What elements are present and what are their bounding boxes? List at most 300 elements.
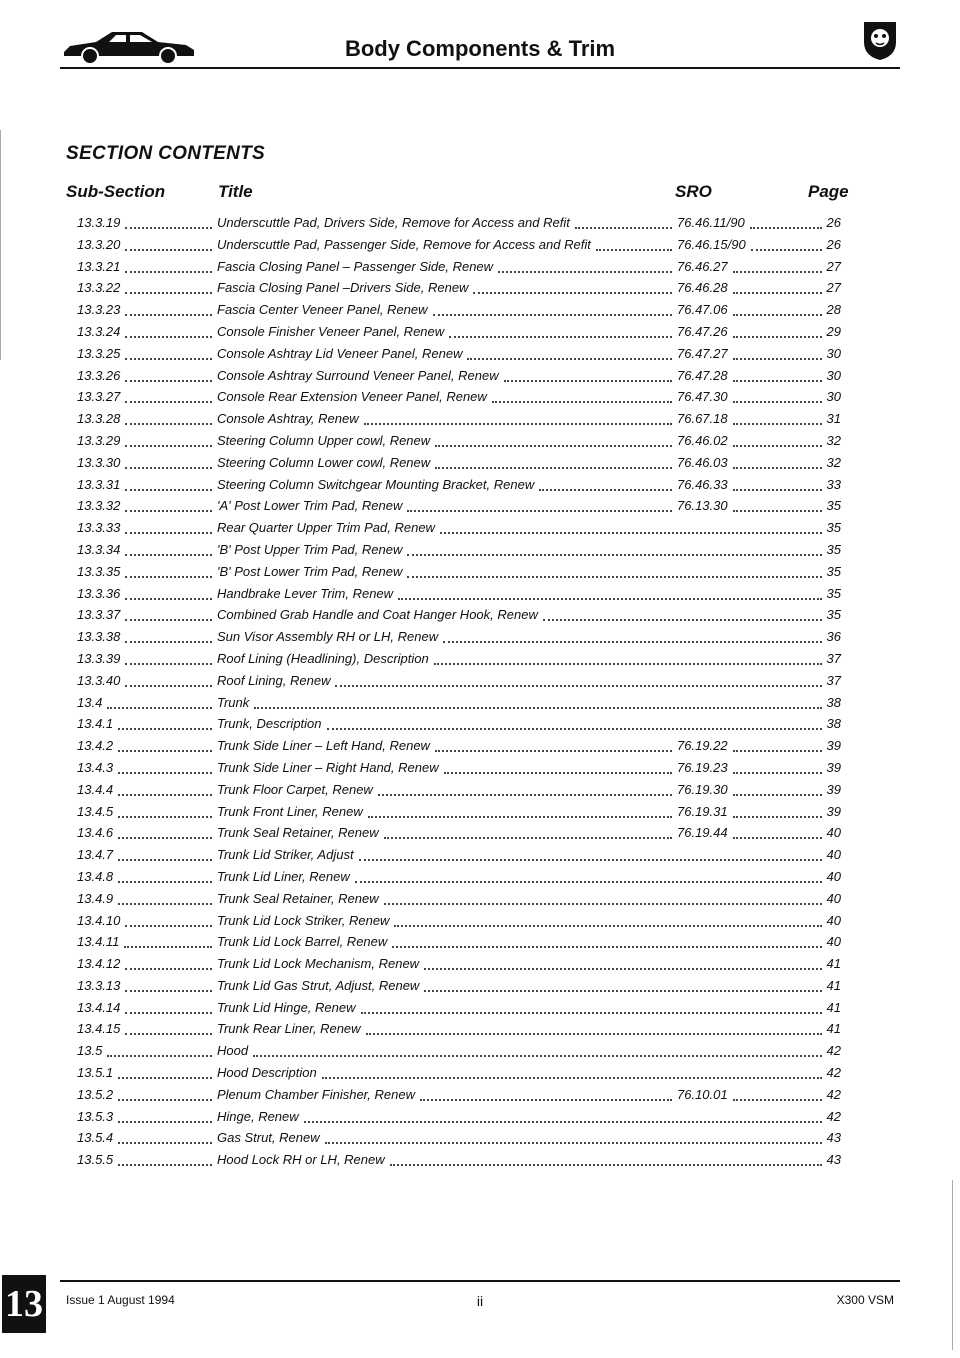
- entry-sro: 76.19.23: [677, 759, 728, 775]
- entry-page: 42: [826, 1043, 841, 1059]
- dot-leader: [125, 641, 212, 643]
- toc-entry: [77, 911, 841, 933]
- entry-sro: 76.67.18: [677, 411, 728, 427]
- dot-leader: [125, 598, 212, 600]
- dot-leader: [118, 837, 212, 839]
- dot-leader: [253, 1055, 822, 1057]
- toc-entry: [77, 780, 841, 802]
- entry-page: 35: [826, 520, 841, 536]
- entry-title: Trunk Lid Lock Striker, Renew: [217, 912, 390, 928]
- dot-leader: [733, 336, 822, 338]
- entry-title: Trunk Front Liner, Renew: [217, 803, 363, 819]
- entry-page: 39: [826, 781, 841, 797]
- toc-entry: [77, 278, 841, 300]
- entry-title: Trunk Side Liner – Left Hand, Renew: [217, 738, 430, 754]
- dot-leader: [733, 358, 822, 360]
- entry-sro: 76.19.30: [677, 781, 728, 797]
- entry-number: 13.3.22: [77, 280, 121, 296]
- entry-page: 40: [826, 934, 841, 950]
- toc-entry: [77, 235, 841, 257]
- dot-leader: [125, 467, 212, 469]
- entry-sro: 76.47.27: [677, 345, 728, 361]
- entry-page: 32: [826, 454, 841, 470]
- entry-title: Trunk Side Liner – Right Hand, Renew: [217, 759, 439, 775]
- dot-leader: [473, 292, 672, 294]
- entry-title: Trunk Rear Liner, Renew: [217, 1021, 361, 1037]
- toc-entry: [77, 714, 841, 736]
- entry-title: Hood: [217, 1043, 249, 1059]
- dot-leader: [125, 576, 212, 578]
- entry-title: Trunk Lid Gas Strut, Adjust, Renew: [217, 977, 420, 993]
- entry-title: Underscuttle Pad, Passenger Side, Remove for Access and Refit: [217, 236, 591, 252]
- dot-leader: [118, 1121, 212, 1123]
- entry-number: 13.3.30: [77, 454, 121, 470]
- toc-entry: [77, 475, 841, 497]
- dot-leader: [596, 249, 672, 251]
- toc-entry: [77, 736, 841, 758]
- toc-entry: [77, 976, 841, 998]
- entry-title: Hinge, Renew: [217, 1108, 299, 1124]
- entry-page: 38: [826, 716, 841, 732]
- dot-leader: [733, 510, 822, 512]
- entry-sro: 76.46.28: [677, 280, 728, 296]
- entry-number: 13.3.34: [77, 541, 121, 557]
- entry-number: 13.3.25: [77, 345, 121, 361]
- dot-leader: [492, 401, 672, 403]
- entry-title: Trunk: [217, 694, 250, 710]
- dot-leader: [733, 445, 822, 447]
- entry-title: Trunk Seal Retainer, Renew: [217, 890, 379, 906]
- entry-number: 13.3.31: [77, 476, 121, 492]
- dot-leader: [125, 445, 212, 447]
- dot-leader: [125, 554, 212, 556]
- dot-leader: [443, 641, 822, 643]
- entry-sro: 76.47.30: [677, 389, 728, 405]
- entry-sro: 76.46.11/90: [677, 215, 745, 230]
- entry-title: 'A' Post Lower Trim Pad, Renew: [217, 498, 403, 514]
- dot-leader: [125, 314, 212, 316]
- column-header-title: Title: [218, 182, 253, 201]
- dot-leader: [733, 467, 822, 469]
- entry-sro: 76.46.33: [677, 476, 728, 492]
- document-id: X300 VSM: [836, 1293, 894, 1307]
- entry-title: Sun Visor Assembly RH or LH, Renew: [217, 629, 439, 645]
- toc-entry: [77, 213, 841, 235]
- entry-number: 13.3.21: [77, 258, 121, 274]
- toc-entry: [77, 431, 841, 453]
- dot-leader: [398, 598, 822, 600]
- entry-title: Roof Lining (Headlining), Description: [217, 650, 429, 666]
- entry-page: 27: [826, 280, 841, 296]
- entry-title: Console Rear Extension Veneer Panel, Renew: [217, 389, 487, 405]
- toc-entry: [77, 1085, 841, 1107]
- dot-leader: [125, 227, 212, 229]
- entry-title: Underscuttle Pad, Drivers Side, Remove for Access and Refit: [217, 215, 570, 230]
- entry-number: 13.5.5: [77, 1152, 114, 1168]
- toc-entry: [77, 998, 841, 1020]
- section-title: SECTION CONTENTS: [66, 143, 266, 164]
- dot-leader: [733, 794, 822, 796]
- dot-leader: [118, 903, 212, 905]
- entry-page: 41: [826, 956, 841, 972]
- dot-leader: [125, 685, 212, 687]
- entry-title: Rear Quarter Upper Trim Pad, Renew: [217, 520, 435, 536]
- entry-number: 13.4.2: [77, 738, 114, 754]
- entry-page: 40: [826, 825, 841, 841]
- dot-leader: [125, 489, 212, 491]
- dot-leader: [392, 946, 822, 948]
- entry-sro: 76.46.02: [677, 432, 728, 448]
- dot-leader: [733, 271, 822, 273]
- dot-leader: [125, 663, 212, 665]
- dot-leader: [322, 1077, 822, 1079]
- entry-number: 13.4.4: [77, 781, 114, 797]
- entry-sro: 76.19.31: [677, 803, 728, 819]
- entry-title: Plenum Chamber Finisher, Renew: [217, 1086, 415, 1102]
- toc-entry: [77, 758, 841, 780]
- dot-leader: [125, 292, 212, 294]
- dot-leader: [359, 859, 822, 861]
- dot-leader: [543, 619, 822, 621]
- dot-leader: [467, 358, 672, 360]
- dot-leader: [118, 1099, 212, 1101]
- entry-page: 42: [826, 1086, 841, 1102]
- toc-entry: [77, 584, 841, 606]
- entry-page: 40: [826, 912, 841, 928]
- dot-leader: [498, 271, 672, 273]
- dot-leader: [118, 859, 212, 861]
- dot-leader: [407, 576, 822, 578]
- dot-leader: [733, 380, 822, 382]
- entry-page: 31: [826, 411, 841, 427]
- entry-sro: 76.10.01: [677, 1086, 728, 1102]
- entry-number: 13.4.10: [77, 912, 121, 928]
- entry-title: Fascia Closing Panel –Drivers Side, Renew: [217, 280, 469, 296]
- toc-entry: [77, 671, 841, 693]
- dot-leader: [366, 1033, 822, 1035]
- entry-number: 13.3.19: [77, 215, 121, 230]
- toc-entry: [77, 802, 841, 824]
- toc-entry: [77, 1128, 841, 1150]
- entry-page: 39: [826, 738, 841, 754]
- entry-page: 39: [826, 759, 841, 775]
- entry-number: 13.3.26: [77, 367, 121, 383]
- dot-leader: [435, 750, 672, 752]
- toc-entry: [77, 649, 841, 671]
- entry-page: 33: [826, 476, 841, 492]
- toc-entry: [77, 344, 841, 366]
- entry-number: 13.4.7: [77, 847, 114, 863]
- dot-leader: [327, 728, 822, 730]
- dot-leader: [504, 380, 672, 382]
- dot-leader: [125, 423, 212, 425]
- header-rule: [60, 67, 900, 69]
- page-footer: [0, 1270, 960, 1330]
- dot-leader: [733, 401, 822, 403]
- dot-leader: [107, 1055, 212, 1057]
- entry-number: 13.5.1: [77, 1065, 114, 1081]
- entry-title: Fascia Closing Panel – Passenger Side, Renew: [217, 258, 494, 274]
- entry-title: 'B' Post Lower Trim Pad, Renew: [217, 563, 403, 579]
- entry-title: Console Ashtray Lid Veneer Panel, Renew: [217, 345, 463, 361]
- dot-leader: [449, 336, 672, 338]
- entry-page: 40: [826, 890, 841, 906]
- entry-page: 30: [826, 345, 841, 361]
- toc-entry: [77, 540, 841, 562]
- dot-leader: [733, 423, 822, 425]
- entry-title: Trunk Seal Retainer, Renew: [217, 825, 379, 841]
- entry-title: Handbrake Lever Trim, Renew: [217, 585, 394, 601]
- dot-leader: [118, 881, 212, 883]
- entry-page: 40: [826, 868, 841, 884]
- dot-leader: [125, 532, 212, 534]
- toc-entry: [77, 562, 841, 584]
- dot-leader: [444, 772, 672, 774]
- dot-leader: [254, 707, 822, 709]
- dot-leader: [733, 489, 822, 491]
- entry-title: Hood Lock RH or LH, Renew: [217, 1152, 385, 1168]
- entry-page: 28: [826, 302, 841, 318]
- toc-entry: [77, 1150, 841, 1172]
- dot-leader: [355, 881, 822, 883]
- entry-page: 39: [826, 803, 841, 819]
- entry-number: 13.3.24: [77, 323, 121, 339]
- dot-leader: [125, 401, 212, 403]
- dot-leader: [733, 750, 822, 752]
- entry-number: 13.3.36: [77, 585, 121, 601]
- toc-entry: [77, 409, 841, 431]
- toc-entry: [77, 322, 841, 344]
- entry-sro: 76.46.03: [677, 454, 728, 470]
- entry-number: 13.5: [77, 1043, 103, 1059]
- entry-number: 13.3.28: [77, 411, 121, 427]
- dot-leader: [424, 968, 822, 970]
- dot-leader: [440, 532, 822, 534]
- entry-number: 13.3.37: [77, 607, 121, 623]
- entry-page: 43: [826, 1152, 841, 1168]
- dot-leader: [118, 1142, 212, 1144]
- dot-leader: [384, 903, 822, 905]
- entry-title: Trunk Lid Lock Mechanism, Renew: [217, 956, 420, 972]
- entry-page: 35: [826, 607, 841, 623]
- entry-title: Roof Lining, Renew: [217, 672, 331, 688]
- toc-entry: [77, 1019, 841, 1041]
- toc-entry: [77, 954, 841, 976]
- dot-leader: [420, 1099, 672, 1101]
- dot-leader: [407, 554, 822, 556]
- entry-number: 13.3.38: [77, 629, 121, 645]
- dot-leader: [335, 685, 822, 687]
- entry-number: 13.3.32: [77, 498, 121, 514]
- entry-number: 13.4.14: [77, 999, 121, 1015]
- entry-title: 'B' Post Upper Trim Pad, Renew: [217, 541, 403, 557]
- entry-page: 36: [826, 629, 841, 645]
- dot-leader: [124, 946, 212, 948]
- toc-entry: [77, 932, 841, 954]
- entry-number: 13.4: [77, 694, 103, 710]
- entry-title: Steering Column Switchgear Mounting Bracket, Renew: [217, 476, 535, 492]
- entry-title: Trunk Lid Striker, Adjust: [217, 847, 354, 863]
- dot-leader: [435, 445, 672, 447]
- column-header-sro: SRO: [675, 182, 712, 201]
- column-header-page: Page: [808, 182, 849, 201]
- dot-leader: [118, 750, 212, 752]
- entry-number: 13.4.6: [77, 825, 114, 841]
- entry-sro: 76.47.06: [677, 302, 728, 318]
- entry-page: 42: [826, 1065, 841, 1081]
- entry-page: 30: [826, 367, 841, 383]
- issue-date: Issue 1 August 1994: [66, 1293, 175, 1307]
- entry-title: Trunk Lid Liner, Renew: [217, 868, 350, 884]
- dot-leader: [733, 816, 822, 818]
- entry-number: 13.4.1: [77, 716, 114, 732]
- dot-leader: [118, 794, 212, 796]
- entry-title: Steering Column Upper cowl, Renew: [217, 432, 431, 448]
- entry-number: 13.3.40: [77, 672, 121, 688]
- entry-sro: 76.46.15/90: [677, 236, 746, 252]
- dot-leader: [125, 510, 212, 512]
- entry-number: 13.3.35: [77, 563, 121, 579]
- toc-entry: [77, 257, 841, 279]
- dot-leader: [750, 227, 822, 229]
- entry-page: 40: [826, 847, 841, 863]
- entry-number: 13.4.9: [77, 890, 114, 906]
- entry-number: 13.5.3: [77, 1108, 114, 1124]
- dot-leader: [125, 925, 212, 927]
- dot-leader: [407, 510, 672, 512]
- dot-leader: [125, 619, 212, 621]
- entry-page: 26: [826, 236, 841, 252]
- toc-entry: [77, 518, 841, 540]
- toc-entry: [77, 1041, 841, 1063]
- dot-leader: [118, 816, 212, 818]
- entry-sro: 76.19.44: [677, 825, 728, 841]
- entry-title: Combined Grab Handle and Coat Hanger Hook, Renew: [217, 607, 538, 623]
- page-title: Body Components & Trim: [344, 36, 616, 61]
- toc-entry: [77, 300, 841, 322]
- toc-entry: [77, 453, 841, 475]
- entry-page: 35: [826, 541, 841, 557]
- section-tab: 13: [2, 1275, 46, 1333]
- entry-title: Trunk Floor Carpet, Renew: [217, 781, 373, 797]
- dot-leader: [434, 663, 822, 665]
- dot-leader: [125, 336, 212, 338]
- dot-leader: [125, 1033, 212, 1035]
- entry-page: 37: [826, 650, 841, 666]
- entry-title: Hood Description: [217, 1065, 317, 1081]
- entry-number: 13.3.13: [77, 977, 121, 993]
- entry-page: 35: [826, 498, 841, 514]
- entry-number: 13.4.5: [77, 803, 114, 819]
- dot-leader: [390, 1164, 822, 1166]
- toc-entry: [77, 1107, 841, 1129]
- entry-page: 35: [826, 563, 841, 579]
- toc-entry: [77, 627, 841, 649]
- dot-leader: [325, 1142, 822, 1144]
- entry-number: 13.4.11: [77, 934, 120, 950]
- entry-number: 13.5.4: [77, 1130, 114, 1146]
- dot-leader: [125, 358, 212, 360]
- dot-leader: [733, 837, 822, 839]
- dot-leader: [107, 707, 212, 709]
- dot-leader: [378, 794, 672, 796]
- dot-leader: [424, 990, 822, 992]
- entry-number: 13.3.33: [77, 520, 121, 536]
- dot-leader: [368, 816, 672, 818]
- entry-title: Console Finisher Veneer Panel, Renew: [217, 323, 445, 339]
- entry-page: 35: [826, 585, 841, 601]
- entry-page: 30: [826, 389, 841, 405]
- entry-title: Console Ashtray Surround Veneer Panel, Renew: [217, 367, 499, 383]
- entry-title: Trunk Lid Hinge, Renew: [217, 999, 356, 1015]
- entry-title: Trunk, Description: [217, 716, 322, 732]
- scan-edge: [0, 130, 1, 360]
- dot-leader: [118, 728, 212, 730]
- dot-leader: [433, 314, 672, 316]
- entry-number: 13.4.3: [77, 759, 114, 775]
- entry-sro: 76.47.26: [677, 323, 728, 339]
- dot-leader: [125, 990, 212, 992]
- entry-page: 42: [826, 1108, 841, 1124]
- entry-sro: 76.19.22: [677, 738, 728, 754]
- toc-entry: [77, 387, 841, 409]
- toc-entry: [77, 605, 841, 627]
- dot-leader: [733, 1099, 822, 1101]
- entry-page: 29: [826, 323, 841, 339]
- dot-leader: [118, 772, 212, 774]
- entry-number: 13.3.39: [77, 650, 121, 666]
- entry-page: 26: [826, 215, 841, 230]
- entry-title: Console Ashtray, Renew: [217, 411, 359, 427]
- entry-page: 41: [826, 1021, 841, 1037]
- entry-title: Trunk Lid Lock Barrel, Renew: [217, 934, 388, 950]
- dot-leader: [125, 968, 212, 970]
- entry-title: Fascia Center Veneer Panel, Renew: [217, 302, 428, 318]
- entry-page: 41: [826, 977, 841, 993]
- toc-entry: [77, 366, 841, 388]
- dot-leader: [125, 249, 212, 251]
- entry-title: Steering Column Lower cowl, Renew: [217, 454, 431, 470]
- entry-sro: 76.46.27: [677, 258, 728, 274]
- toc-entry: [77, 845, 841, 867]
- dot-leader: [575, 227, 672, 229]
- entry-page: 32: [826, 432, 841, 448]
- entry-number: 13.3.23: [77, 302, 121, 318]
- dot-leader: [539, 489, 672, 491]
- entry-number: 13.4.15: [77, 1021, 121, 1037]
- entry-title: Gas Strut, Renew: [217, 1130, 320, 1146]
- entry-number: 13.3.29: [77, 432, 121, 448]
- toc-entry: [77, 693, 841, 715]
- entry-page: 37: [826, 672, 841, 688]
- contents-list: [77, 213, 841, 1172]
- entry-page: 27: [826, 258, 841, 274]
- dot-leader: [384, 837, 672, 839]
- entry-sro: 76.47.28: [677, 367, 728, 383]
- footer-rule: [60, 1280, 900, 1282]
- toc-entry: [77, 867, 841, 889]
- entry-number: 13.4.8: [77, 868, 114, 884]
- toc-entry: [77, 889, 841, 911]
- entry-number: 13.3.27: [77, 389, 121, 405]
- dot-leader: [364, 423, 672, 425]
- toc-entry: [77, 496, 841, 518]
- entry-number: 13.4.12: [77, 956, 121, 972]
- entry-number: 13.3.20: [77, 236, 121, 252]
- dot-leader: [751, 249, 822, 251]
- dot-leader: [361, 1012, 822, 1014]
- dot-leader: [394, 925, 822, 927]
